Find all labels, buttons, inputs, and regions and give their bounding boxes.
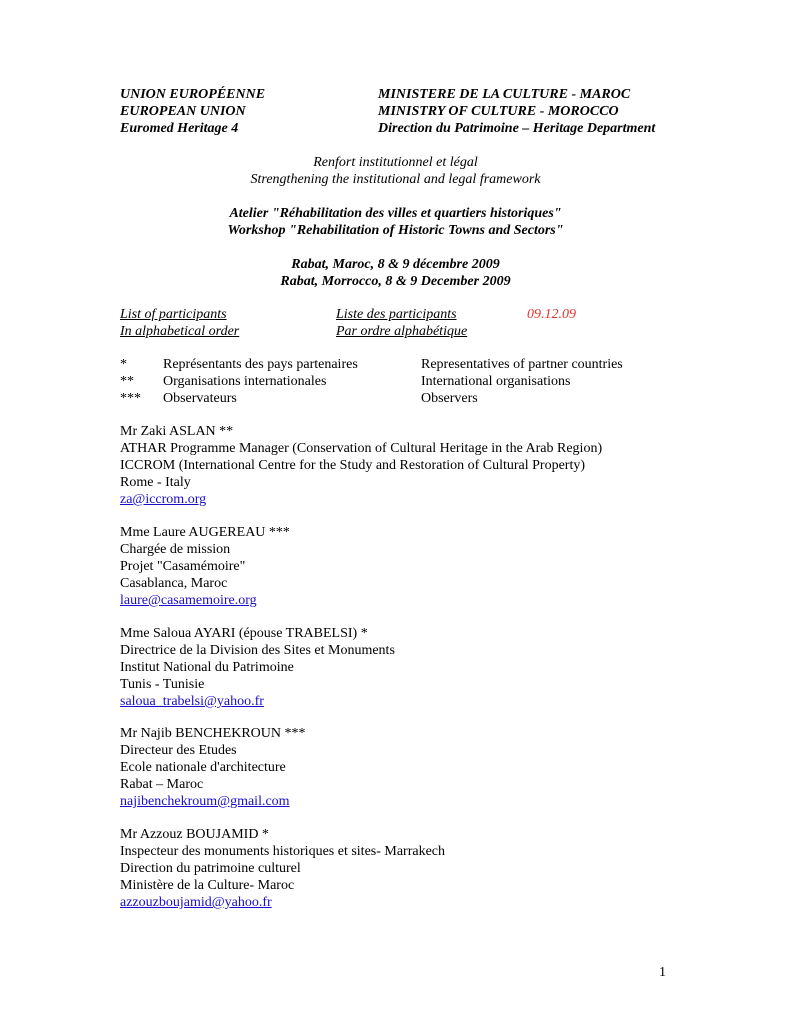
header-right-line: Direction du Patrimoine – Heritage Department	[378, 121, 656, 136]
legend-mark: **	[120, 374, 134, 389]
participant-detail: Tunis - Tunisie	[120, 677, 205, 692]
list-title-en: List of participants	[120, 307, 227, 322]
participant-detail: Ministère de la Culture- Maroc	[120, 878, 295, 893]
workshop-title	[0, 205, 791, 239]
participant-detail: Directeur des Etudes	[120, 743, 237, 758]
legend-en: Representatives of partner countries	[421, 357, 623, 372]
participant-email-link[interactable]: laure@casamemoire.org	[120, 593, 257, 608]
participant-detail: Directrice de la Division des Sites et Monuments	[120, 643, 395, 658]
participant-detail: Direction du patrimoine culturel	[120, 861, 301, 876]
participant-email-link[interactable]: za@iccrom.org	[120, 492, 207, 507]
participant-detail: Ecole nationale d'architecture	[120, 760, 286, 775]
subtitle-line: Renfort institutionnel et légal	[313, 155, 478, 170]
participant-detail: Rabat – Maroc	[120, 777, 204, 792]
list-title-fr: Liste des participants	[336, 307, 457, 322]
event-date-line: Rabat, Morrocco, 8 & 9 December 2009	[280, 274, 511, 289]
legend-row	[120, 356, 680, 373]
legend-mark: ***	[120, 391, 141, 406]
legend-row	[120, 373, 680, 390]
list-date: 09.12.09	[527, 307, 576, 322]
participant-email-link[interactable]: azzouzboujamid@yahoo.fr	[120, 895, 272, 910]
page-number: 1	[659, 965, 666, 980]
header-left	[120, 86, 265, 137]
participant-name: Mr Zaki ASLAN **	[120, 424, 234, 439]
participant-entry	[120, 423, 720, 508]
workshop-line: Workshop "Rehabilitation of Historic Towns and Sectors"	[227, 223, 564, 238]
legend-mark: *	[120, 357, 127, 372]
participant-detail: Inspecteur des monuments historiques et sites- Marrakech	[120, 844, 446, 859]
participant-name: Mme Laure AUGEREAU ***	[120, 525, 290, 540]
list-subtitle-fr: Par ordre alphabétique	[336, 324, 468, 339]
participant-email-link[interactable]: saloua_trabelsi@yahoo.fr	[120, 694, 264, 709]
legend-en: Observers	[421, 391, 478, 406]
legend-fr: Représentants des pays partenaires	[163, 357, 358, 372]
subtitle-block	[0, 154, 791, 188]
header-right	[378, 86, 655, 137]
header-left-line: Euromed Heritage 4	[120, 121, 239, 136]
header-right-line: MINISTRY OF CULTURE - MOROCCO	[378, 104, 619, 119]
participant-detail: ATHAR Programme Manager (Conservation of Cultural Heritage in the Arab Region)	[120, 441, 603, 456]
header-left-line: UNION EUROPÉENNE	[120, 87, 266, 102]
event-dates	[0, 256, 791, 290]
participant-detail: Casablanca, Maroc	[120, 576, 228, 591]
participant-name: Mr Azzouz BOUJAMID *	[120, 827, 269, 842]
participant-detail: Rome - Italy	[120, 475, 191, 490]
legend-fr: Organisations internationales	[163, 374, 327, 389]
list-subtitle-en: In alphabetical order	[120, 324, 240, 339]
workshop-line: Atelier "Réhabilitation des villes et quartiers historiques"	[229, 206, 562, 221]
participant-entry	[120, 625, 720, 710]
legend-fr: Observateurs	[163, 391, 237, 406]
header-right-line: MINISTERE DE LA CULTURE - MAROC	[378, 87, 631, 102]
participant-detail: Projet "Casamémoire"	[120, 559, 246, 574]
header-left-line: EUROPEAN UNION	[120, 104, 246, 119]
participant-detail: Institut National du Patrimoine	[120, 660, 294, 675]
participant-entry	[120, 725, 720, 810]
participant-name: Mme Saloua AYARI (épouse TRABELSI) *	[120, 626, 368, 641]
participant-detail: Chargée de mission	[120, 542, 231, 557]
participant-detail: ICCROM (International Centre for the Study and Restoration of Cultural Property)	[120, 458, 586, 473]
event-date-line: Rabat, Maroc, 8 & 9 décembre 2009	[291, 257, 500, 272]
participant-entry	[120, 524, 720, 609]
participant-entry	[120, 826, 720, 911]
participant-name: Mr Najib BENCHEKROUN ***	[120, 726, 306, 741]
legend-row	[120, 390, 680, 407]
participant-email-link[interactable]: najibenchekroum@gmail.com	[120, 794, 290, 809]
legend-en: International organisations	[421, 374, 571, 389]
subtitle-line: Strengthening the institutional and legal framework	[250, 172, 541, 187]
